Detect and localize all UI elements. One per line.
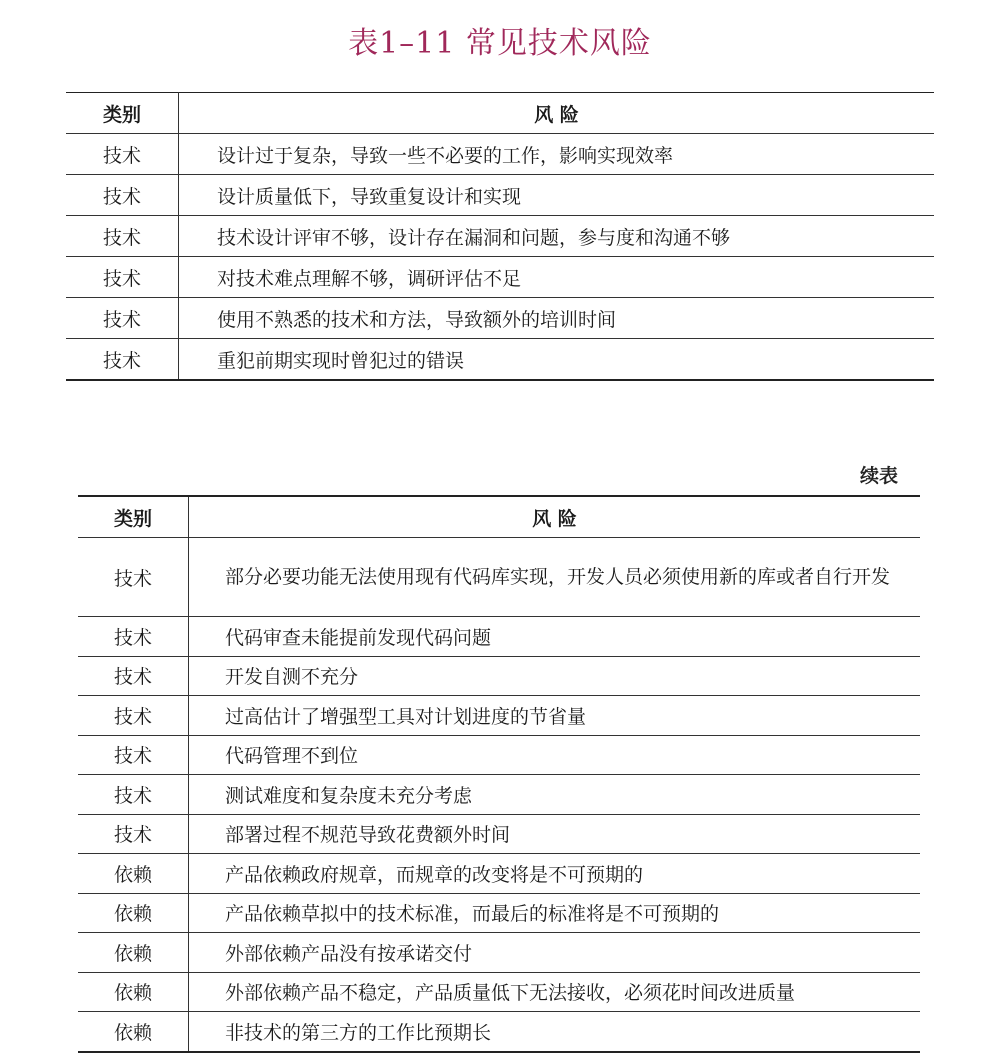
table-row xyxy=(78,933,920,973)
risk-cell: 设计质量低下，导致重复设计和实现 xyxy=(179,175,935,216)
category-cell: 技术 xyxy=(78,814,189,854)
table-row xyxy=(78,775,920,815)
category-cell: 技术 xyxy=(66,298,179,339)
risk-cell: 产品依赖草拟中的技术标准，而最后的标准将是不可预期的 xyxy=(189,893,921,933)
risk-cell: 产品依赖政府规章，而规章的改变将是不可预期的 xyxy=(189,854,921,894)
risk-cell: 开发自测不充分 xyxy=(189,656,921,696)
header-risk: 风 险 xyxy=(189,496,921,538)
header-category: 类别 xyxy=(66,93,179,134)
header-category: 类别 xyxy=(78,496,189,538)
category-cell: 依赖 xyxy=(78,1012,189,1052)
risk-table-1 xyxy=(66,92,934,381)
category-cell: 技术 xyxy=(66,175,179,216)
table-row xyxy=(66,298,934,339)
category-cell: 依赖 xyxy=(78,972,189,1012)
category-cell: 技术 xyxy=(78,656,189,696)
risk-cell: 过高估计了增强型工具对计划进度的节省量 xyxy=(189,696,921,736)
table-row xyxy=(78,656,920,696)
risk-cell: 部署过程不规范导致花费额外时间 xyxy=(189,814,921,854)
category-cell: 依赖 xyxy=(78,893,189,933)
risk-cell: 测试难度和复杂度未充分考虑 xyxy=(189,775,921,815)
category-cell: 技术 xyxy=(66,134,179,175)
risk-cell: 对技术难点理解不够，调研评估不足 xyxy=(179,257,935,298)
category-cell: 技术 xyxy=(78,696,189,736)
category-cell: 技术 xyxy=(66,216,179,257)
category-cell: 依赖 xyxy=(78,854,189,894)
table-row xyxy=(66,175,934,216)
risk-cell: 外部依赖产品不稳定，产品质量低下无法接收，必须花时间改进质量 xyxy=(189,972,921,1012)
risk-cell: 使用不熟悉的技术和方法，导致额外的培训时间 xyxy=(179,298,935,339)
table-row xyxy=(78,893,920,933)
risk-table-2 xyxy=(78,495,920,1053)
table-row xyxy=(78,538,920,617)
table-row xyxy=(78,972,920,1012)
category-cell: 技术 xyxy=(66,257,179,298)
table-header-row xyxy=(66,93,934,134)
table-row xyxy=(78,814,920,854)
table-row xyxy=(66,257,934,298)
risk-cell: 部分必要功能无法使用现有代码库实现，开发人员必须使用新的库或者自行开发 xyxy=(189,538,921,617)
category-cell: 技术 xyxy=(78,617,189,657)
category-cell: 技术 xyxy=(78,735,189,775)
table-row xyxy=(66,339,934,381)
table-row xyxy=(78,1012,920,1052)
risk-cell: 重犯前期实现时曾犯过的错误 xyxy=(217,349,465,372)
table-title: 表1–11 常见技术风险 xyxy=(348,26,652,61)
table-row xyxy=(78,617,920,657)
risk-cell: 设计过于复杂，导致一些不必要的工作，影响实现效率 xyxy=(179,134,935,175)
risk-cell: 代码管理不到位 xyxy=(189,735,921,775)
continued-label: 续表 xyxy=(859,465,898,487)
table-row xyxy=(78,696,920,736)
risk-cell: 非技术的第三方的工作比预期长 xyxy=(225,1021,492,1044)
table-row xyxy=(66,216,934,257)
table-header-row xyxy=(78,496,920,538)
header-risk: 风 险 xyxy=(179,93,935,134)
risk-cell: 代码审查未能提前发现代码问题 xyxy=(189,617,921,657)
category-cell: 依赖 xyxy=(78,933,189,973)
category-cell: 技术 xyxy=(66,339,179,381)
table-row xyxy=(66,134,934,175)
category-cell: 技术 xyxy=(78,775,189,815)
risk-cell: 外部依赖产品没有按承诺交付 xyxy=(189,933,921,973)
table-row xyxy=(78,854,920,894)
category-cell: 技术 xyxy=(78,538,189,617)
table-row xyxy=(78,735,920,775)
risk-cell: 技术设计评审不够，设计存在漏洞和问题，参与度和沟通不够 xyxy=(179,216,935,257)
